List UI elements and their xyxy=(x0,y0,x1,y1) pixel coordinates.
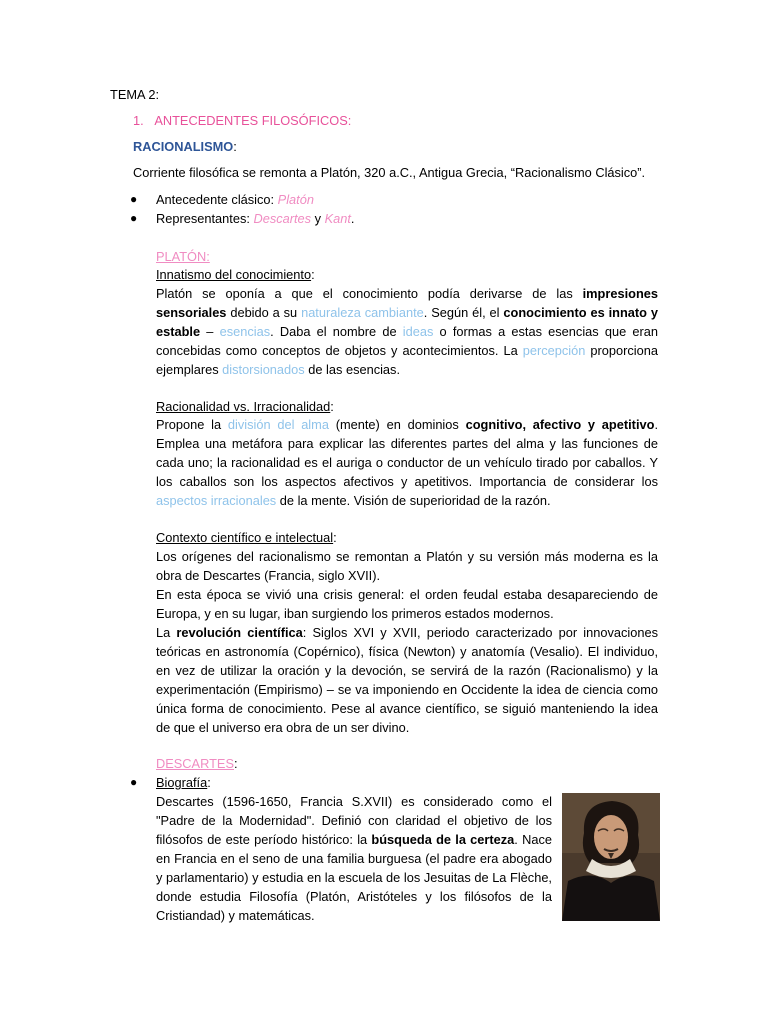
text: La xyxy=(156,625,177,640)
biografia-heading xyxy=(156,773,211,792)
text: Platón se oponía a que el conocimiento podía derivarse de las xyxy=(156,286,583,301)
tema-title: TEMA 2: xyxy=(110,87,160,102)
racionalismo-heading xyxy=(133,137,237,156)
bullet-icon: ● xyxy=(130,775,138,789)
descartes-portrait-image xyxy=(562,793,660,921)
text: . Daba el nombre de xyxy=(270,324,403,339)
bold-text: cognitivo, afectivo y apetitivo xyxy=(465,417,655,432)
bold-text: revolución científica xyxy=(176,625,303,640)
platon-link: Platón xyxy=(277,192,314,207)
highlight-text: aspectos irracionales xyxy=(156,493,277,508)
bullet-icon: ● xyxy=(130,192,138,206)
colon: : xyxy=(311,267,315,282)
highlight-text: esencias xyxy=(219,324,271,339)
descartes-label: DESCARTES xyxy=(156,756,234,771)
highlight-text: percepción xyxy=(522,343,586,358)
bullet-label: Representantes: xyxy=(156,211,254,226)
platon-heading: PLATÓN: xyxy=(156,249,210,264)
text: o formas a estas esencias que eran concebidas como conceptos de objetos y acontecimientos. La xyxy=(156,324,658,358)
colon: : xyxy=(330,399,334,414)
racionalidad-title: Racionalidad vs. Irracionalidad xyxy=(156,399,331,414)
section-heading: 1. ANTECEDENTES FILOSÓFICOS: xyxy=(133,113,352,128)
descartes-heading xyxy=(156,754,238,773)
highlight-text: naturaleza cambiante xyxy=(301,305,424,320)
bullet-label: Antecedente clásico: xyxy=(156,192,278,207)
highlight-text: división del alma xyxy=(227,417,329,432)
text: . Emplea una metáfora para explicar las diferentes partes del alma y las funciones de cada uno; la racionalidad es el auriga o conductor de un vehículo tirado por caballos. Y los caballos son los aspectos afectivos y apetitivos. Importancia de considerar los xyxy=(156,417,658,489)
bullet-representantes xyxy=(156,209,354,228)
innatismo-paragraph xyxy=(156,284,658,379)
text: Descartes (1596-1650, Francia S.XVII) es considerado como el "Padre de la Modernidad". Definió con claridad el objetivo de los filósofos de este período histórico: la xyxy=(156,794,552,847)
conjunction: y xyxy=(311,211,325,226)
text: (mente) en dominios xyxy=(328,417,466,432)
bold-text: impresiones sensoriales xyxy=(156,286,658,320)
text: – xyxy=(200,324,220,339)
text: . Según él, el xyxy=(423,305,504,320)
period: . xyxy=(350,211,355,226)
text: de las esencias. xyxy=(304,362,401,377)
bold-text: conocimiento es innato y estable xyxy=(156,305,658,339)
colon: : xyxy=(333,530,337,545)
innatismo-heading xyxy=(156,265,315,284)
paragraph: En esta época se vivió una crisis general: el orden feudal estaba desapareciendo de Europa, y en su lugar, iban surgiendo los primeros estados modernos. xyxy=(156,587,658,621)
contexto-paragraphs xyxy=(156,547,658,737)
racionalidad-heading xyxy=(156,397,334,416)
racionalismo-label: RACIONALISMO xyxy=(133,139,234,154)
descartes-link: Descartes xyxy=(253,211,312,226)
text: : Siglos XVI y XVII, periodo caracterizado por innovaciones teóricas en astronomía (Copérnico), física (Newton) y anatomía (Vesalio). El individuo, en vez de utilizar la oración y la devoción, se servirá de la razón (Racionalismo) y la experimentación (Empirismo) – se va imponiendo en Occidente la idea de ciencia como única forma de conocimiento. Pese al avance científico, se siguió manteniendo la idea de que el universo era obra de un ser divino. xyxy=(156,625,658,735)
contexto-title: Contexto científico e intelectual xyxy=(156,530,334,545)
biografia-title: Biografía xyxy=(156,775,208,790)
colon: : xyxy=(234,756,238,771)
intro-paragraph: Corriente filosófica se remonta a Platón, 320 a.C., Antigua Grecia, “Racionalismo Clásico”. xyxy=(133,165,646,180)
portrait-drawing xyxy=(562,793,660,921)
racionalismo-colon: : xyxy=(233,139,237,154)
bullet-icon: ● xyxy=(130,211,138,225)
text: . Nace en Francia en el seno de una familia burguesa (el padre era abogado y parlamentario) y estudia en la escuela de los Jesuitas de La Flèche, donde estudia Filosofía (Platón, Aristóteles y los filósofos de la Cristiandad) y matemáticas. xyxy=(156,832,552,923)
bold-text: búsqueda de la certeza xyxy=(371,832,515,847)
innatismo-title: Innatismo del conocimiento xyxy=(156,267,312,282)
highlight-text: distorsionados xyxy=(222,362,305,377)
paragraph: Los orígenes del racionalismo se remontan a Platón y su versión más moderna es la obra de Descartes (Francia, siglo XVII). xyxy=(156,549,658,583)
colon: : xyxy=(207,775,211,790)
bullet-antecedente xyxy=(156,190,314,209)
text: proporciona ejemplares xyxy=(156,343,658,377)
highlight-text: ideas xyxy=(402,324,434,339)
text: debido a su xyxy=(226,305,302,320)
racionalidad-paragraph xyxy=(156,415,658,510)
kant-link: Kant xyxy=(324,211,351,226)
contexto-heading xyxy=(156,528,337,547)
text: de la mente. Visión de superioridad de la razón. xyxy=(276,493,551,508)
text: Propone la xyxy=(156,417,228,432)
biografia-paragraph xyxy=(156,792,552,925)
